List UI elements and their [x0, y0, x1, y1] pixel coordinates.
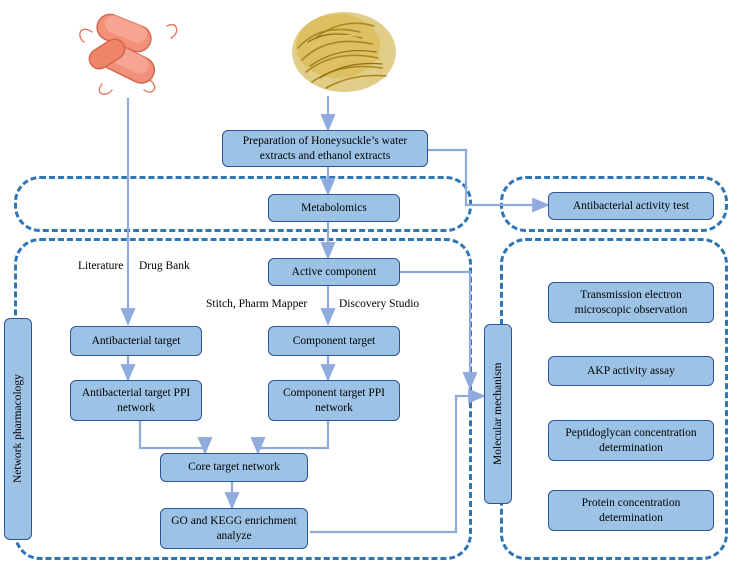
node-peptidoglycan-label: Peptidoglycan concentration determination: [565, 427, 697, 454]
node-tem-observation[interactable]: [548, 282, 714, 323]
node-akp-activity-label: AKP activity assay: [587, 364, 675, 377]
edge-label-literature: Literature: [78, 260, 124, 272]
node-component-target[interactable]: [268, 326, 400, 356]
node-antibacterial-target-ppi-label: Antibacterial target PPI network: [81, 387, 191, 414]
edge-label-stitch-pharm-mapper: Stitch, Pharm Mapper: [206, 298, 308, 310]
node-core-target-network[interactable]: [160, 453, 308, 482]
node-akp-activity[interactable]: [548, 356, 714, 386]
node-network-pharmacology-label: Network pharmacology: [11, 374, 24, 484]
node-core-target-network-label: Core target network: [188, 461, 280, 474]
node-protein-concentration-label: Protein concentration determination: [581, 497, 681, 524]
node-preparation-label: Preparation of Honeysuckle’s water extracts and ethanol extracts: [242, 135, 408, 162]
node-network-pharmacology[interactable]: [4, 318, 32, 540]
node-antibacterial-activity-test[interactable]: [548, 192, 714, 220]
node-component-target-label: Component target: [292, 334, 376, 347]
node-component-target-ppi[interactable]: [268, 380, 400, 421]
metabolomics-group-box: [14, 176, 472, 232]
node-peptidoglycan[interactable]: [548, 420, 714, 461]
node-active-component[interactable]: [268, 258, 400, 286]
node-protein-concentration[interactable]: [548, 490, 714, 531]
node-metabolomics-label: Metabolomics: [301, 201, 367, 214]
node-go-kegg[interactable]: [160, 508, 308, 549]
node-preparation[interactable]: [222, 130, 428, 167]
node-metabolomics[interactable]: [268, 194, 400, 222]
node-tem-observation-label: Transmission electron microscopic observation: [574, 289, 688, 316]
node-active-component-label: Active component: [291, 265, 377, 278]
edge-label-discovery-studio: Discovery Studio: [339, 298, 420, 310]
honeysuckle-illustration: [286, 2, 402, 98]
node-go-kegg-label: GO and KEGG enrichment analyze: [171, 515, 297, 542]
node-molecular-mechanism[interactable]: [484, 324, 512, 504]
node-antibacterial-target[interactable]: [70, 326, 202, 356]
node-component-target-ppi-label: Component target PPI network: [282, 387, 385, 414]
node-antibacterial-target-ppi[interactable]: [70, 380, 202, 421]
node-antibacterial-target-label: Antibacterial target: [91, 334, 181, 347]
node-molecular-mechanism-label: Molecular mechanism: [491, 362, 504, 466]
edge-label-drug-bank: Drug Bank: [139, 260, 190, 272]
bacteria-illustration: [72, 6, 184, 98]
node-antibacterial-activity-test-label: Antibacterial activity test: [572, 199, 690, 212]
